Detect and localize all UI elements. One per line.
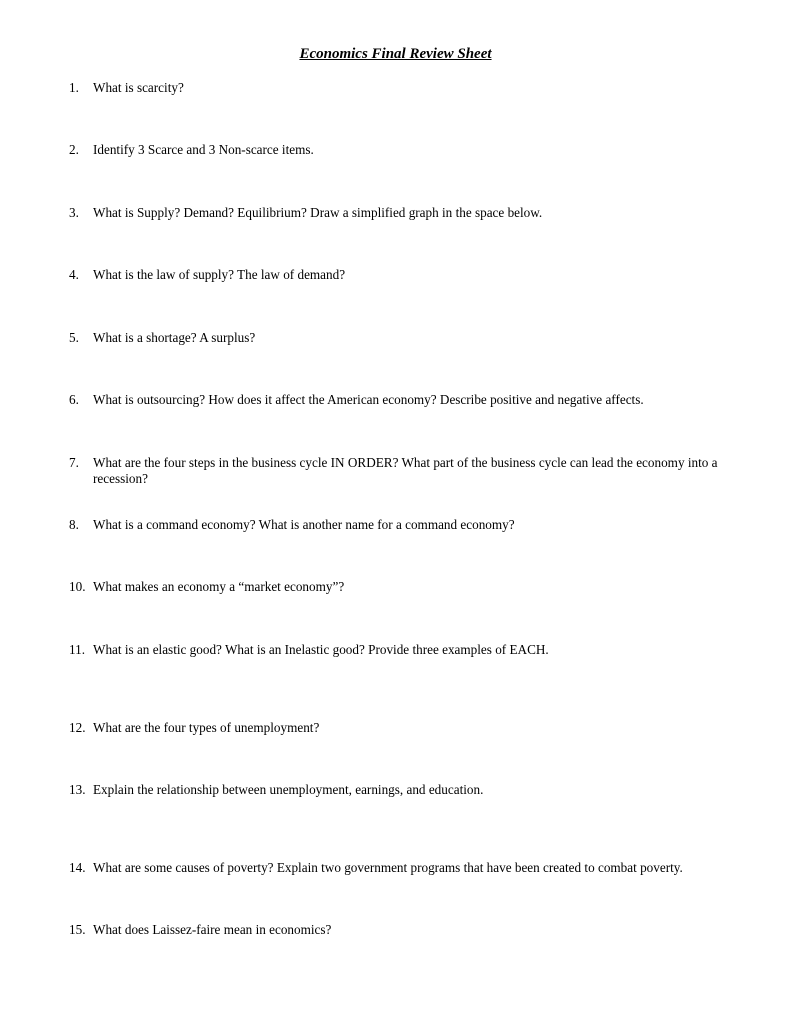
question-number: 15. (69, 922, 86, 937)
question-text: What are the four steps in the business cycle IN ORDER? What part of the business cycle can lead the economy into a recession? (93, 455, 718, 486)
question-number: 7. (69, 455, 79, 470)
question-text: What is a command economy? What is another name for a command economy? (93, 517, 515, 532)
question-text: Identify 3 Scarce and 3 Non-scarce items. (93, 142, 314, 157)
question-item (69, 80, 759, 96)
question-item (69, 720, 759, 736)
question-number: 4. (69, 267, 79, 282)
question-number: 14. (69, 860, 86, 875)
question-number: 6. (69, 392, 79, 407)
question-text: Explain the relationship between unemployment, earnings, and education. (93, 782, 484, 797)
question-text: What is Supply? Demand? Equilibrium? Draw a simplified graph in the space below. (93, 205, 543, 220)
question-text: What is an elastic good? What is an Inelastic good? Provide three examples of EACH. (93, 642, 549, 657)
question-item (69, 517, 759, 533)
question-number: 2. (69, 142, 79, 157)
question-number: 1. (69, 80, 79, 95)
question-item (69, 205, 759, 221)
question-item (69, 860, 759, 876)
page-title: Economics Final Review Sheet (299, 46, 492, 62)
question-item (69, 330, 759, 346)
question-number: 3. (69, 205, 79, 220)
question-text: What are the four types of unemployment? (93, 720, 320, 735)
question-item (69, 392, 759, 408)
question-text: What is outsourcing? How does it affect the American economy? Describe positive and negative affects. (93, 392, 644, 407)
question-item (69, 455, 759, 487)
question-text: What makes an economy a “market economy”? (93, 579, 345, 594)
question-number: 5. (69, 330, 79, 345)
question-text: What is scarcity? (93, 80, 184, 95)
question-number: 11. (69, 642, 85, 657)
question-item (69, 579, 759, 595)
question-number: 13. (69, 782, 86, 797)
question-item (69, 642, 759, 658)
question-text: What is the law of supply? The law of demand? (93, 267, 346, 282)
question-number: 12. (69, 720, 86, 735)
question-text: What is a shortage? A surplus? (93, 330, 256, 345)
question-item (69, 267, 759, 283)
question-item (69, 142, 759, 158)
question-number: 10. (69, 579, 86, 594)
question-text: What are some causes of poverty? Explain two government programs that have been created to combat poverty. (93, 860, 683, 875)
question-text: What does Laissez-faire mean in economics? (93, 922, 332, 937)
question-item (69, 782, 759, 798)
question-item (69, 922, 759, 938)
question-number: 8. (69, 517, 79, 532)
